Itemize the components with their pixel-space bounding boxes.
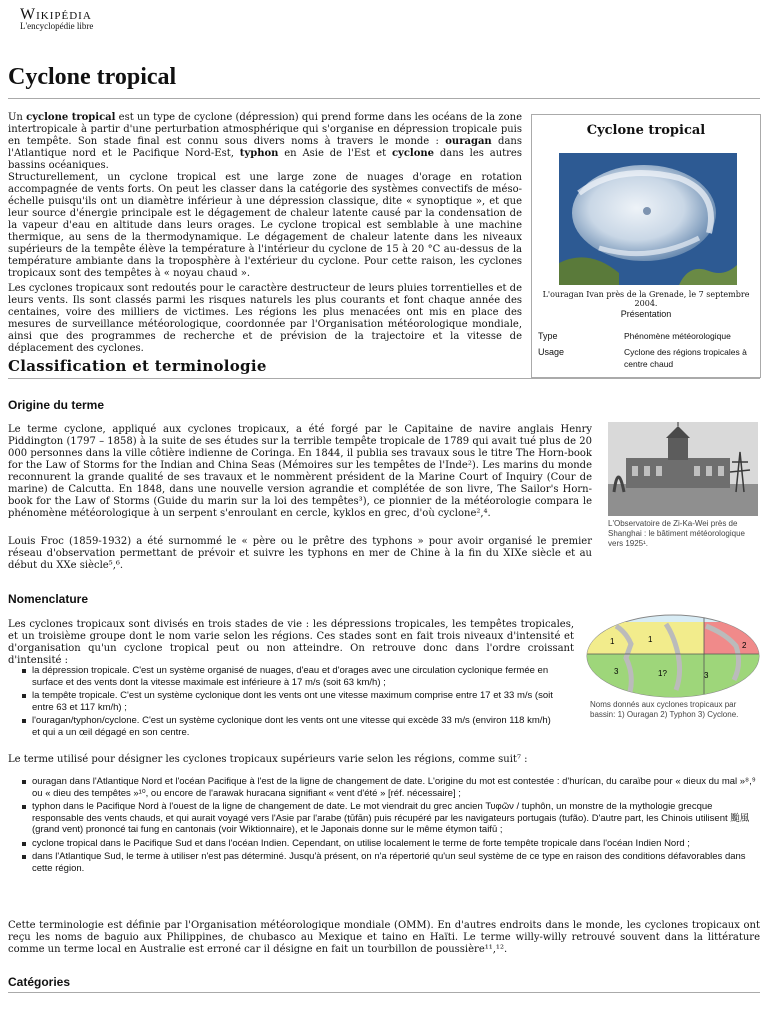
map-label: 1 bbox=[610, 637, 615, 646]
subsection-heading-categories: Catégories bbox=[8, 975, 71, 989]
infobox bbox=[531, 114, 761, 378]
basin-map[interactable] bbox=[586, 614, 760, 698]
map-label: 3 bbox=[704, 671, 709, 680]
infobox-label-type: Type bbox=[538, 331, 558, 341]
subsection-heading-origine: Origine du terme bbox=[8, 398, 105, 412]
infobox-image-caption: L'ouragan Ivan près de la Grenade, le 7 septembre 2004. bbox=[542, 290, 750, 308]
nomenclature-paragraph-3: Cette terminologie est définie par l'Organisation météorologique mondiale (OMM). En d'autres endroits dans le monde, les cyclones tropicaux ont reçu les noms de baguio aux Philippines, de chubasco au Mexique et taino en Haïti. Le terme willy-willy retrouvé souvent dans la littérature comme un terme local en Australie est erroné car il désigne en fait un tourbillon de poussière¹¹,¹². bbox=[8, 920, 760, 955]
observatory-photo[interactable] bbox=[608, 422, 758, 516]
list-item: ouragan dans l'Atlantique Nord et l'océan Pacifique à l'est de la ligne de changement de date. L'origine du mot est contestée : d'hurícan, du caraïbe pour « dieux du mal »⁸,⁹ ou « dieu des tempêtes »¹⁰, ou encore de l'arawak huracana signifiant « vent d'été » [réf. nécessaire] ; bbox=[20, 776, 760, 799]
intro-paragraph-1: Un cyclone tropical est un type de cyclone (dépression) qui prend forme dans les océans de la zone intertropicale à partir d'une perturbation atmosphérique qui s'organise en dépression tropicale puis en tempête. Son stade final est connu sous divers noms à travers le monde : ouragan dans l'Atlantique nord et le Pacifique Nord-Est, typhon en Asie de l'Est et cyclone dans les autres bassins océaniques. bbox=[8, 112, 523, 171]
list-item: l'ouragan/typhon/cyclone. C'est un système cyclonique dont les vents ont une vitesse qui excède 33 m/s (environ 118 km/h) et qui a un œil dégagé en son centre. bbox=[20, 715, 560, 738]
list-item: cyclone tropical dans le Pacifique Sud et dans l'océan Indien. Cependant, on utilise localement le terme de forte tempête tropicale dans l'océan Indien Nord ; bbox=[20, 838, 760, 850]
map-label: 1? bbox=[658, 669, 667, 678]
categories-divider bbox=[8, 992, 760, 993]
wikipedia-logo[interactable]: Wikipédia bbox=[20, 6, 92, 23]
origine-paragraph-1: Le terme cyclone, appliqué aux cyclones tropicaux, a été forgé par le Capitaine de navire anglais Henry Piddington (1797 – 1858) à la suite de ses études sur la terrible tempête tropicale de 1789 qui avait tué plus de 20 000 personnes dans la ville côtière indienne de Coringa. En 1844, il publia ses travaux sous le titre The Horn-book for the Law of Storms for the Indian and China Seas (Mémoires sur les tempêtes de l'Inde²). Les marins du monde reconnurent la grande qualité de ses travaux et le nommèrent président de la Marine Court of Inquiry (Cour de marine) de Calcutta. En 1848, dans une nouvelle version agrandie et complétée de son livre, The Sailor's Horn-book for the Law of Storms (Guide du marin sur la loi des tempêtes³), ce pionnier de la météorologie compara le phénomène météorologique à un serpent s'enroulant en cercle, kyklos en grec, d'où cyclone²,⁴. bbox=[8, 424, 592, 519]
nomenclature-paragraph-1: Les cyclones tropicaux sont divisés en trois stades de vie : les dépressions tropicales, les tempêtes tropicales, et un troisième groupe dont le nom varie selon les régions. Ces stades sont en fait trois niveaux d'intensité et d'organisation qu'un cyclone tropical peut ou non atteindre. On retrouve donc dans l'ordre croissant d'intensité : bbox=[8, 619, 574, 666]
infobox-value-usage[interactable]: Cyclone des régions tropicales à centre chaud bbox=[624, 347, 747, 369]
hurricane-ivan-image[interactable] bbox=[559, 153, 737, 285]
infobox-value-type[interactable]: Phénomène météorologique bbox=[624, 331, 731, 341]
list-item: la dépression tropicale. C'est un système organisé de nuages, d'eau et d'orages avec une circulation cyclonique fermée en surface et des vents dont la vitesse maximale est inférieure à 17 m/s (soit 63 km/h) ; bbox=[20, 665, 560, 688]
wikipedia-tagline: L'encyclopédie libre bbox=[20, 21, 94, 31]
intro-paragraph-2: Structurellement, un cyclone tropical est une large zone de nuages d'orage en rotation accompagnée de vents forts. On peut les classer dans la catégorie des systèmes convectifs de méso-échelle puisqu'ils ont un diamètre inférieur à une dépression classique, dite « synoptique », et que leur source d'énergie principale est le dégagement de chaleur latente causé par la condensation de la vapeur d'eau en altitude dans leurs orages. Le cyclone tropical est semblable à une machine thermique, au sens de la thermodynamique. Le dégagement de chaleur latente dans les niveaux supérieurs de la tempête élève la température à l'intérieur du cyclone de 15 à 20 °C au-dessus de la température ambiante dans la troposphère à l'extérieur du cyclone. Pour cette raison, les cyclones tropicaux sont des tempêtes à « noyau chaud ». bbox=[8, 172, 522, 279]
observatory-caption: L'Observatoire de Zi-Ka-Wei près de Shanghai : le bâtiment météorologique vers 1925¹. bbox=[608, 519, 745, 548]
infobox-section-header: Présentation bbox=[620, 309, 672, 319]
infobox-label-usage: Usage bbox=[538, 347, 565, 357]
origine-paragraph-2: Louis Froc (1859-1932) a été surnommé le « père ou le prêtre des typhons » pour avoir organisé le premier réseau d'observation permettant de prévoir et suivre les typhons en mer de Chine à la fin du XIXe siècle et au début du XXe siècle⁵,⁶. bbox=[8, 536, 592, 571]
page-title: Cyclone tropical bbox=[8, 64, 177, 90]
regions-list bbox=[20, 776, 760, 876]
section-heading-classification: Classification et terminologie bbox=[8, 357, 267, 375]
infobox-title: Cyclone tropical bbox=[586, 123, 706, 138]
list-item: dans l'Atlantique Sud, le terme à utiliser n'est pas déterminé. Jusqu'à présent, on n'a répertorié qu'un seul système de ce type en raison des conditions défavorables dans cette région. bbox=[20, 851, 760, 874]
stages-list bbox=[20, 665, 560, 740]
nomenclature-paragraph-2: Le terme utilisé pour désigner les cyclones tropicaux supérieurs varie selon les régions, comme suit⁷ : bbox=[8, 754, 528, 765]
map-label: 1 bbox=[648, 635, 653, 644]
basin-map-caption: Noms donnés aux cyclones tropicaux par bassin: 1) Ouragan 2) Typhon 3) Cyclone. bbox=[590, 700, 739, 719]
list-item: typhon dans le Pacifique Nord à l'ouest de la ligne de changement de date. Le mot viendrait du grec ancien Τυφῶν / tuphôn, un monstre de la mythologie grecque responsable des vents chauds, et qui aurait voyagé vers l'Asie par l'arabe (ṭūfān) puis récupéré par les navigateurs portugais (tufão). D'autre part, les Chinois utilisent 颱風 (grand vent) prononcé tai fung en cantonais (voir Wiktionnaire), et le Japonais donne sur le même étymon taifū ; bbox=[20, 801, 760, 836]
map-label: 2 bbox=[742, 641, 747, 650]
list-item: la tempête tropicale. C'est un système cyclonique dont les vents ont une vitesse maximum comprise entre 17 et 33 m/s (soit entre 63 et 117 km/h) ; bbox=[20, 690, 560, 713]
intro-paragraph-3: Les cyclones tropicaux sont redoutés pour le caractère destructeur de leurs pluies torrentielles et de leurs vents. Ils sont classés parmi les risques naturels les plus courants et font chaque année des centaines, voire des milliers de victimes. Les régions les plus menacées ont mis en place des mesures de surveillance météorologique, coordonnée par l'Organisation météorologique mondiale, ainsi que des programmes de recherche et de prévision de la trajectoire et la vitesse de déplacement des cyclones. bbox=[8, 283, 522, 354]
map-label: 3 bbox=[614, 667, 619, 676]
title-divider bbox=[8, 98, 760, 99]
section-divider bbox=[8, 378, 760, 379]
subsection-heading-nomenclature: Nomenclature bbox=[8, 592, 89, 606]
